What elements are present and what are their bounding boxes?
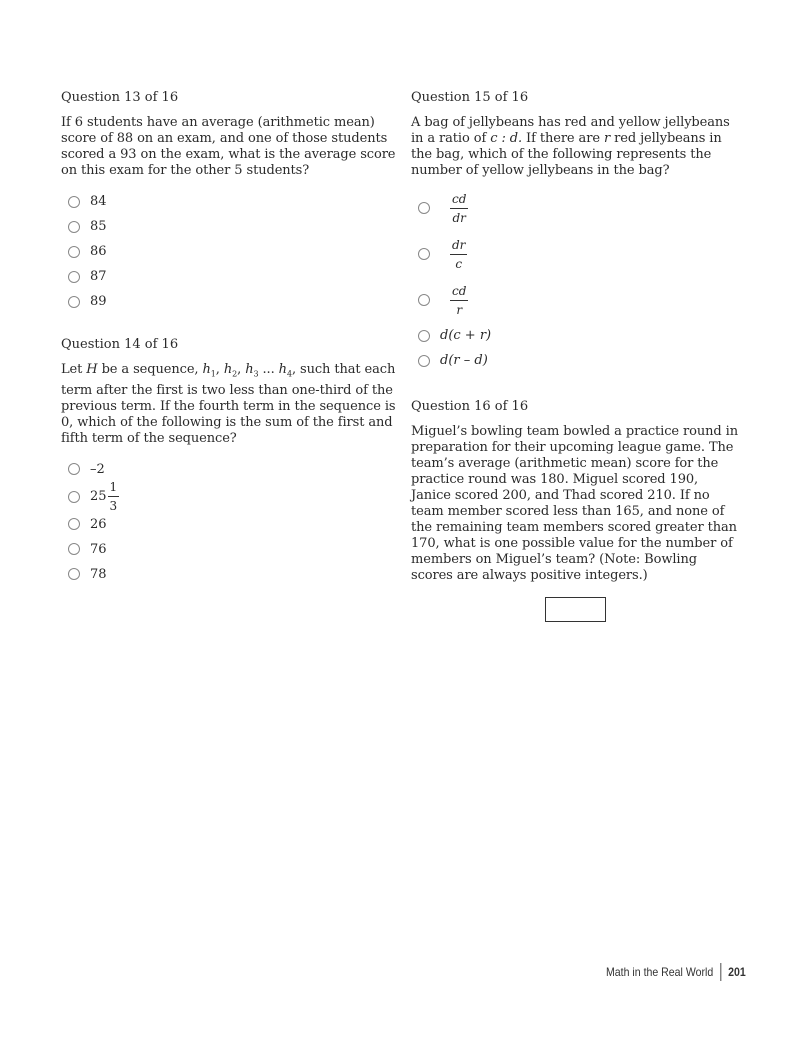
denominator: c: [455, 256, 463, 271]
subscript: 4: [286, 369, 292, 379]
numerator: cd: [450, 192, 468, 209]
subscript: 1: [210, 369, 216, 379]
option-c[interactable]: [68, 512, 401, 537]
question-title: Question 15 of 16: [411, 90, 529, 105]
term-var: h: [278, 362, 287, 377]
subscript: 3: [253, 369, 259, 379]
option-c[interactable]: [418, 277, 741, 323]
radio-button[interactable]: [418, 330, 430, 342]
answer-input-box[interactable]: [545, 597, 606, 622]
radio-button[interactable]: [418, 294, 430, 306]
option-a[interactable]: [68, 457, 401, 482]
radio-button[interactable]: [418, 202, 430, 214]
radio-button[interactable]: [68, 296, 80, 308]
option-label: d(c + r): [440, 328, 492, 343]
denominator: dr: [452, 210, 466, 225]
text-part: If there are: [522, 131, 604, 146]
radio-button[interactable]: [418, 355, 430, 367]
radio-button[interactable]: [68, 196, 80, 208]
question-title: Question 14 of 16: [61, 337, 179, 352]
text-part: Let: [61, 362, 87, 377]
question-text: If 6 students have an average (arithmetic mean) score of 88 on an exam, and one of those students scored a 93 on the exam, what is the average score on this exam for the other 5 students?: [61, 115, 396, 178]
mixed-number: [90, 480, 119, 513]
radio-button[interactable]: [68, 491, 80, 503]
page-number: 201: [728, 965, 746, 979]
option-label: 78: [90, 566, 107, 582]
question-13: [61, 90, 401, 314]
denominator: r: [456, 302, 463, 317]
option-e[interactable]: [68, 562, 401, 587]
fraction: [108, 480, 120, 513]
numerator: dr: [450, 238, 467, 255]
fraction: [450, 238, 467, 271]
option-b[interactable]: [68, 482, 401, 512]
answer-options: [411, 185, 741, 373]
text-part: ,: [237, 362, 246, 377]
radio-button[interactable]: [68, 463, 80, 475]
option-e[interactable]: [68, 289, 401, 314]
option-label: 89: [90, 294, 107, 309]
question-14: [61, 337, 401, 587]
text-part: red jellybeans in the bag, which of the following represents the number of yellow jellybeans in the bag?: [411, 131, 722, 178]
option-label: d(r – d): [440, 353, 488, 368]
option-label: 85: [90, 219, 107, 234]
radio-button[interactable]: [68, 246, 80, 258]
term-var: h: [245, 362, 254, 377]
question-text: [411, 115, 741, 179]
radio-button[interactable]: [418, 248, 430, 260]
book-title: Math in the Real World: [606, 965, 714, 979]
fraction: [450, 284, 468, 317]
text-part: ,: [215, 362, 224, 377]
term-var: h: [223, 362, 233, 377]
answer-options: [61, 457, 401, 587]
answer-options: [61, 189, 401, 314]
option-b[interactable]: [418, 231, 741, 277]
option-label: –2: [90, 461, 105, 477]
ratio: c : d.: [490, 131, 523, 146]
radio-button[interactable]: [68, 518, 80, 530]
numerator: 1: [108, 480, 120, 497]
option-a[interactable]: [68, 189, 401, 214]
question-text: [61, 362, 401, 447]
term-var: h: [202, 362, 211, 377]
text-part: , such that each term after the first is two less than one-third of the previous term. If the fourth term in the sequence is 0, which of the following is the sum of the first and fifth term of the sequence?: [61, 362, 396, 446]
text-part: A bag of jellybeans has red and yellow jellybeans in a ratio of: [411, 115, 730, 146]
option-label: 26: [90, 516, 107, 532]
denominator: 3: [109, 499, 118, 514]
option-c[interactable]: [68, 239, 401, 264]
numerator: cd: [450, 284, 468, 301]
option-b[interactable]: [68, 214, 401, 239]
radio-button[interactable]: [68, 543, 80, 555]
option-label: 87: [90, 269, 107, 284]
option-label: 84: [90, 194, 107, 209]
text-part: ...: [258, 362, 279, 377]
question-title: Question 16 of 16: [411, 399, 529, 414]
subscript: 2: [232, 369, 238, 379]
page-footer: [606, 963, 746, 981]
radio-button[interactable]: [68, 221, 80, 233]
footer-divider: [720, 963, 721, 981]
text-part: be a sequence,: [97, 362, 203, 377]
option-e[interactable]: [418, 348, 741, 373]
option-d[interactable]: [418, 323, 741, 348]
option-label: 86: [90, 244, 107, 259]
variable-r: r: [603, 131, 611, 146]
option-a[interactable]: [418, 185, 741, 231]
question-15: [411, 90, 741, 373]
question-title: Question 13 of 16: [61, 90, 179, 105]
question-16: [411, 399, 741, 584]
option-label: 76: [90, 541, 107, 557]
fraction: [450, 192, 468, 225]
radio-button[interactable]: [68, 271, 80, 283]
option-d[interactable]: [68, 264, 401, 289]
whole-part: 25: [90, 489, 107, 505]
radio-button[interactable]: [68, 568, 80, 580]
option-d[interactable]: [68, 537, 401, 562]
sequence-name: H: [86, 362, 98, 377]
question-text: Miguel’s bowling team bowled a practice round in preparation for their upcoming league game. The team’s average (arithmetic mean) score for the practice round was 180. Miguel scored 190, Janice scored 200, and Thad scored 210. If no team member scored less than 165, and none of the remaining team members scored greater than 170, what is one possible value for the number of members on Miguel’s team? (Note: Bowling scores are always positive integers.): [411, 424, 738, 583]
